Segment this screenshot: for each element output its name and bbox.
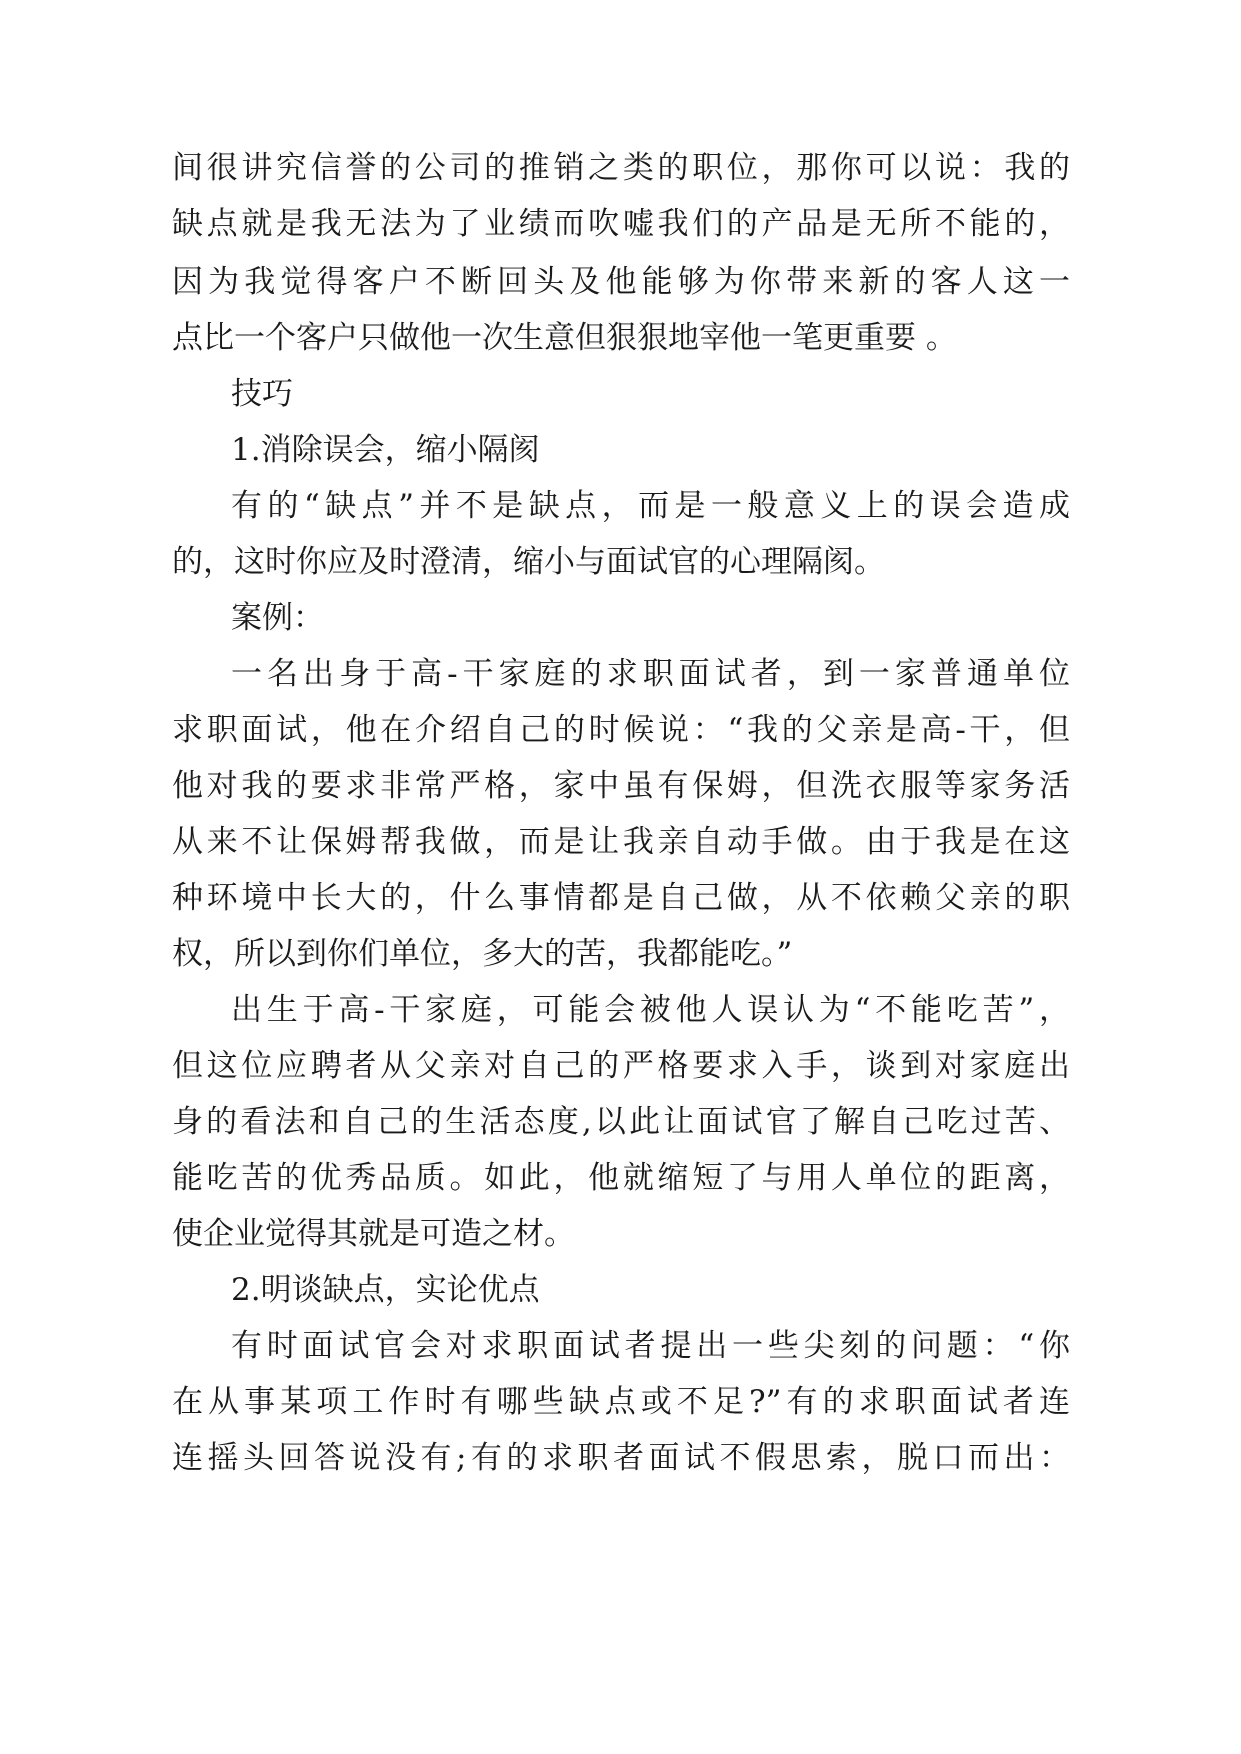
text-line: 使企业觉得其就是可造之材。: [172, 1216, 575, 1252]
text-line: 的，这时你应及时澄清，缩小与面试官的心理隔阂。: [172, 544, 885, 580]
subsection-heading: 2.明谈缺点，实论优点: [231, 1272, 540, 1308]
text-line: 从来不让保姆帮我做，而是让我亲自动手做。由于我是在这: [172, 824, 1070, 860]
text-line: 出生于高-干家庭，可能会被他人误认为“不能吃苦”，: [231, 992, 1070, 1028]
text-line: 有的“缺点”并不是缺点，而是一般意义上的误会造成: [231, 488, 1070, 524]
text-line: 有时面试官会对求职面试者提出一些尖刻的问题：“你: [231, 1328, 1070, 1364]
text-line: 身的看法和自己的生活态度,以此让面试官了解自己吃过苦、: [172, 1104, 1070, 1140]
text-line: 种环境中长大的，什么事情都是自己做，从不依赖父亲的职: [172, 880, 1070, 916]
case-label: 案例：: [231, 600, 324, 636]
subsection-heading: 1.消除误会，缩小隔阂: [231, 432, 540, 468]
text-line: 权，所以到你们单位，多大的苦，我都能吃。”: [172, 936, 793, 972]
text-line: 点比一个客户只做他一次生意但狠狠地宰他一笔更重要 。: [172, 320, 957, 356]
section-heading: 技巧: [231, 376, 293, 412]
text-line: 能吃苦的优秀品质。如此，他就缩短了与用人单位的距离，: [172, 1160, 1070, 1196]
text-line: 缺点就是我无法为了业绩而吹嘘我们的产品是无所不能的，: [172, 206, 1070, 242]
text-line: 因为我觉得客户不断回头及他能够为你带来新的客人这一: [172, 264, 1070, 300]
text-line: 求职面试，他在介绍自己的时候说：“我的父亲是高-干，但: [172, 712, 1070, 748]
text-line: 一名出身于高-干家庭的求职面试者，到一家普通单位: [231, 656, 1070, 692]
text-line: 但这位应聘者从父亲对自己的严格要求入手，谈到对家庭出: [172, 1048, 1070, 1084]
text-line: 间很讲究信誉的公司的推销之类的职位，那你可以说：我的: [172, 150, 1070, 186]
text-line: 他对我的要求非常严格，家中虽有保姆，但洗衣服等家务活: [172, 768, 1070, 804]
text-line: 连摇头回答说没有;有的求职者面试不假思索，脱口而出：: [172, 1440, 1070, 1476]
text-line: 在从事某项工作时有哪些缺点或不足?”有的求职面试者连: [172, 1384, 1070, 1420]
